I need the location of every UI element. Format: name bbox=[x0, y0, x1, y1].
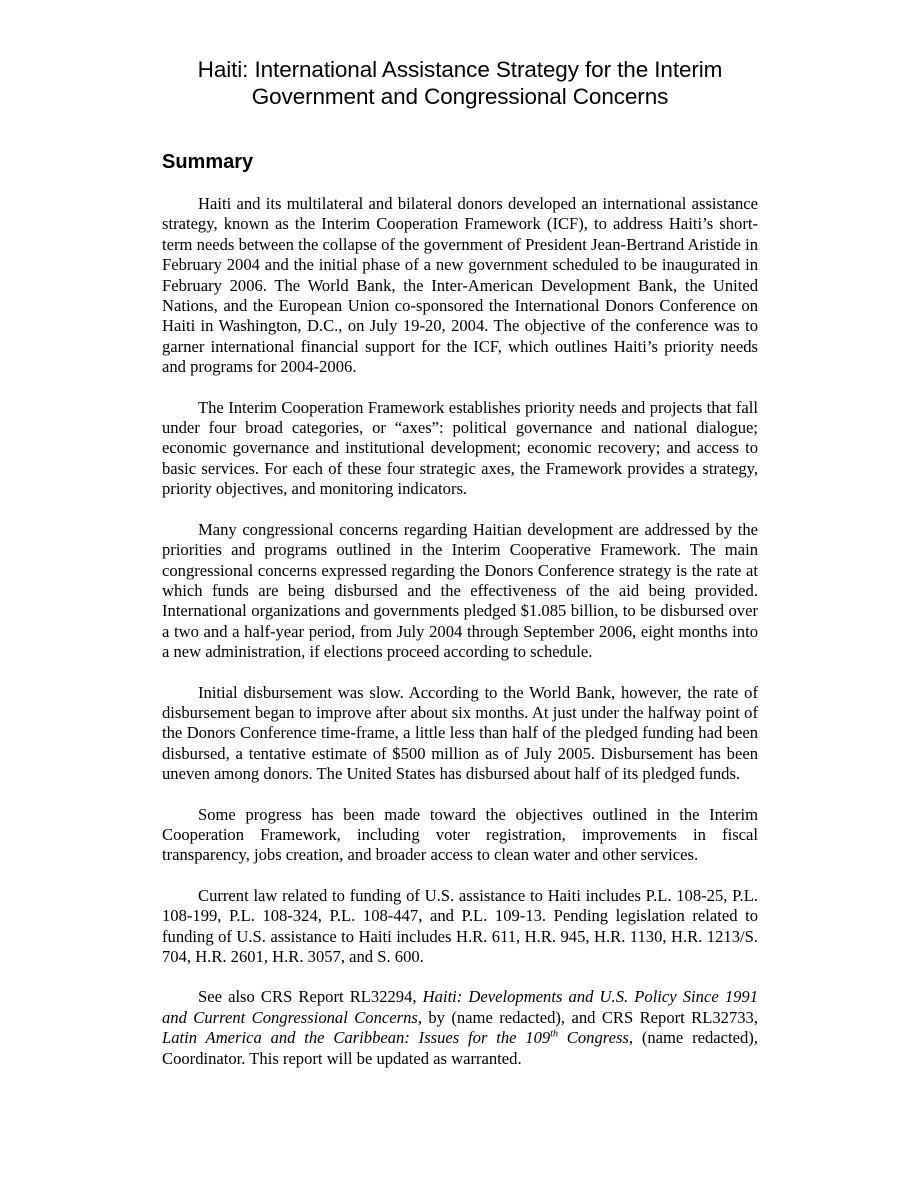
ordinal-superscript: th bbox=[550, 1028, 558, 1040]
summary-heading: Summary bbox=[162, 151, 254, 173]
see-also-paragraph bbox=[162, 987, 758, 1069]
title-line-2: Government and Congressional Concerns bbox=[251, 84, 669, 109]
summary-paragraph-6: Current law related to funding of U.S. assistance to Haiti includes P.L. 108-25, P.L. 108-199, P.L. 108-324, P.L. 108-447, and P.L. 109-13. Pending legislation related to funding of U.S. assistance to Haiti includes H.R. 611, H.R. 945, H.R. 1130, H.R. 1213/S. 704, H.R. 2601, H.R. 3057, and S. 600. bbox=[162, 885, 758, 966]
document-title bbox=[162, 56, 758, 110]
summary-paragraph-4: Initial disbursement was slow. According to the World Bank, however, the rate of disbursement began to improve after about six months. At just under the halfway point of the Donors Conference time-frame, a little less than half of the pledged funding had been disbursed, a tentative estimate of $500 million as of July 2005. Disbursement has been uneven among donors. The United States has disbursed about half of its pledged funds. bbox=[162, 682, 758, 784]
summary-paragraph-2: The Interim Cooperation Framework establishes priority needs and projects that fall under four broad categories, or “axes”: political governance and national dialogue; economic governance and institutional development; economic recovery; and access to basic services. For each of these four strategic axes, the Framework provides a strategy, priority objectives, and monitoring indicators. bbox=[162, 397, 758, 499]
report-rl32733-title-part-b: Congress, bbox=[557, 1028, 634, 1048]
title-line-1: Haiti: International Assistance Strategy for the Interim bbox=[197, 57, 723, 82]
summary-paragraph-3: Many congressional concerns regarding Haitian development are addressed by the priorities and programs outlined in the Interim Cooperative Framework. The main congressional concerns expressed regarding the Donors Conference strategy is the rate at which funds are being disbursed and the effectiveness of the aid being provided. International organizations and governments pledged $1.085 billion, to be disbursed over a two and a half-year period, from July 2004 through September 2006, eight months into a new administration, if elections proceed according to schedule. bbox=[162, 519, 758, 662]
report-rl32733-title bbox=[162, 1028, 633, 1047]
document-page bbox=[162, 56, 758, 1069]
report-rl32294-title: Haiti: Developments and U.S. Policy Since 1991 and Current Congressional Concerns, bbox=[162, 987, 759, 1027]
summary-paragraph-1: Haiti and its multilateral and bilateral donors developed an international assistance strategy, known as the Interim Cooperation Framework (ICF), to address Haiti’s short-term needs between the collapse of the government of President Jean-Bertrand Aristide in February 2004 and the initial phase of a new government scheduled to be inaugurated in February 2006. The World Bank, the Inter-American Development Bank, the United Nations, and the European Union co-sponsored the International Donors Conference on Haiti in Washington, D.C., on July 19-20, 2004. The objective of the conference was to garner international financial support for the ICF, which outlines Haiti’s priority needs and programs for 2004-2006. bbox=[162, 194, 758, 377]
see-also-prefix: See also CRS Report RL32294, bbox=[198, 987, 423, 1007]
see-also-middle: by (name redacted), and CRS Report RL32733, bbox=[421, 1007, 758, 1027]
summary-paragraph-5: Some progress has been made toward the objectives outlined in the Interim Cooperation Framework, including voter registration, improvements in fiscal transparency, jobs creation, and broader access to clean water and other services. bbox=[162, 804, 758, 865]
see-also-suffix: (name redacted), Coordinator. This report will be updated as warranted. bbox=[162, 1028, 758, 1068]
report-rl32733-title-part-a: Latin America and the Caribbean: Issues for the 109 bbox=[162, 1028, 551, 1048]
